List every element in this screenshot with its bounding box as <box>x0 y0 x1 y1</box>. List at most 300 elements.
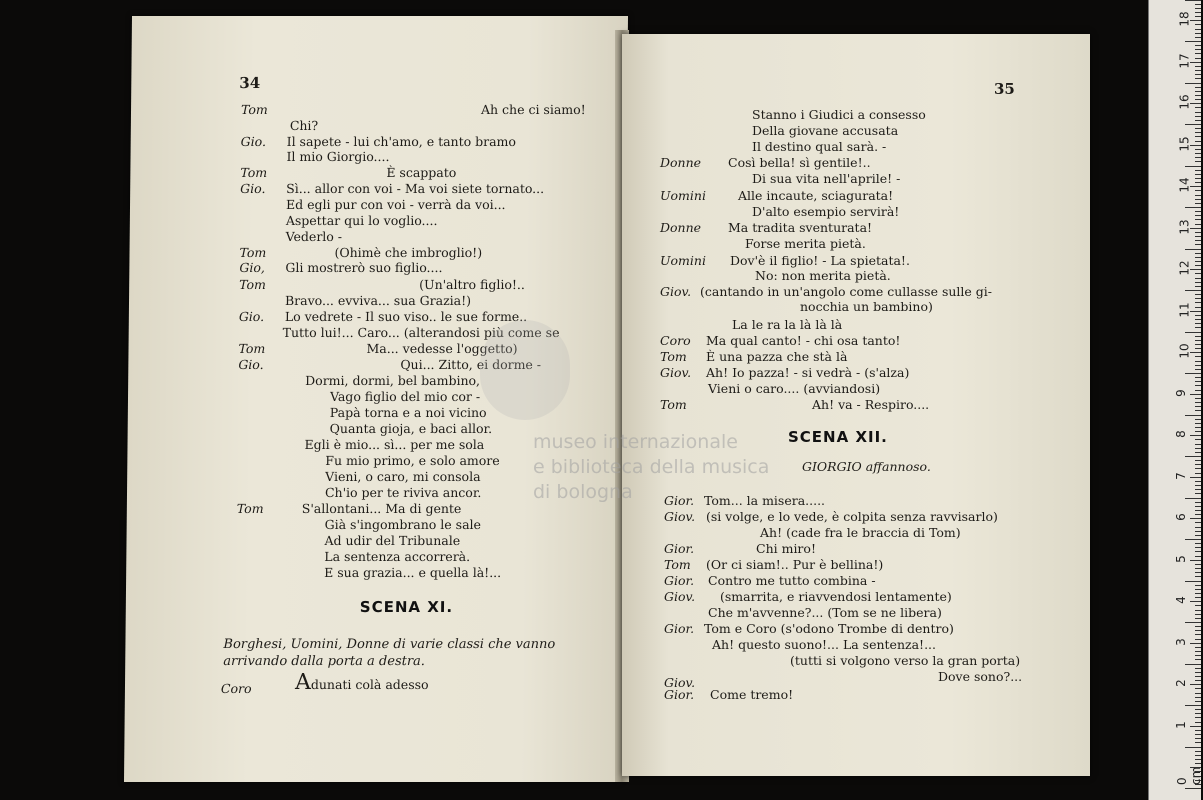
ruler-tick <box>1195 356 1201 357</box>
right-line-0: Stanno i Giudici a consesso <box>752 107 926 122</box>
ruler-tick <box>1195 224 1201 225</box>
ruler-tick <box>1195 672 1201 673</box>
right2-line-6: (smarrita, e riavvendosi lentamente) <box>720 589 952 604</box>
ruler-tick <box>1195 78 1201 79</box>
right-speaker-16: Giov. <box>660 365 692 380</box>
ruler-tick <box>1195 419 1201 420</box>
ruler-tick <box>1195 701 1201 702</box>
ruler-tick <box>1195 302 1201 303</box>
ruler-tick <box>1185 166 1201 167</box>
ruler-tick <box>1195 605 1201 606</box>
ruler-number: 14 <box>1177 177 1192 193</box>
ruler-tick <box>1195 190 1201 191</box>
ruler-number: 16 <box>1177 94 1192 110</box>
ruler-tick <box>1195 464 1201 465</box>
ruler-tick <box>1190 20 1201 21</box>
right2-line-7: Che m'avvenne?... (Tom se ne libera) <box>708 605 942 620</box>
ruler-tick <box>1195 697 1201 698</box>
ruler-tick <box>1195 120 1201 121</box>
ruler-tick <box>1195 236 1201 237</box>
ruler-number: 15 <box>1177 135 1192 152</box>
right2-speaker-0: Gior. <box>664 493 695 508</box>
ruler-tick <box>1195 244 1201 245</box>
scene-title-xi: SCENA XI. <box>359 598 454 616</box>
ruler-tick <box>1195 547 1201 548</box>
left-line-15: Ma... vedesse l'oggetto) <box>366 341 518 356</box>
left-line-25: S'allontani... Ma di gente <box>301 501 462 516</box>
ruler-tick <box>1195 713 1201 714</box>
page-number-right: 35 <box>994 80 1015 98</box>
ruler-tick <box>1195 402 1201 403</box>
ruler-tick <box>1195 286 1201 287</box>
ruler-tick <box>1195 58 1201 59</box>
right2-line-4: (Or ci siam!.. Pur è bellina!) <box>706 557 884 572</box>
ruler-tick <box>1195 410 1201 411</box>
ruler-tick <box>1195 493 1201 494</box>
right-line-2: Il destino qual sarà. - <box>752 139 887 154</box>
right-speaker-14: Coro <box>660 333 691 348</box>
right-line-6: D'alto esempio servirà! <box>752 204 900 219</box>
ruler-tick <box>1195 361 1201 362</box>
left-speaker-0: Tom <box>240 102 268 117</box>
ruler-tick <box>1185 498 1201 499</box>
right-page <box>622 34 1090 776</box>
right2-speaker-13: Gior. <box>664 687 695 702</box>
right-line-5: Alle incaute, sciagurata! <box>738 188 894 203</box>
ruler-number: 18 <box>1177 11 1192 27</box>
ruler-tick <box>1195 506 1201 507</box>
ruler-tick <box>1195 348 1201 349</box>
ruler-number: 3 <box>1173 637 1188 646</box>
ruler-tick <box>1195 556 1201 557</box>
ruler-tick <box>1195 510 1201 511</box>
left-line-27: Ad udir del Tribunale <box>324 533 461 548</box>
ruler-tick <box>1195 398 1201 399</box>
ruler-tick <box>1195 261 1201 262</box>
right2-line-5: Contro me tutto combina - <box>708 573 876 588</box>
right2-speaker-1: Giov. <box>664 509 696 524</box>
ruler-tick <box>1195 365 1201 366</box>
right2-speaker-8: Gior. <box>664 621 695 636</box>
right-line-17: Vieni o caro.... (avviandosi) <box>708 381 881 396</box>
left-line-7: Aspettar qui lo voglio.... <box>285 213 438 228</box>
ruler-tick <box>1190 186 1201 187</box>
ruler-tick <box>1195 128 1201 129</box>
right-speaker-7: Donne <box>660 220 702 235</box>
ruler-tick <box>1195 377 1201 378</box>
ruler-tick <box>1195 460 1201 461</box>
right-line-8: Forse merita pietà. <box>745 236 866 251</box>
ruler-tick <box>1195 87 1201 88</box>
ruler-tick <box>1195 294 1201 295</box>
ruler-tick <box>1190 477 1201 478</box>
ruler-tick <box>1190 394 1201 395</box>
ruler-tick <box>1195 74 1201 75</box>
ruler-number: 7 <box>1173 471 1188 480</box>
ruler-tick <box>1185 788 1201 789</box>
ruler-tick <box>1190 684 1201 685</box>
ruler-tick <box>1195 24 1201 25</box>
ruler-tick <box>1195 651 1201 652</box>
right-line-3: Così bella! sì gentile!.. <box>728 155 871 170</box>
ruler-tick <box>1195 323 1201 324</box>
ruler-tick <box>1195 572 1201 573</box>
right-line-15: È una pazza che stà là <box>706 349 848 364</box>
ruler-tick <box>1195 53 1201 54</box>
ruler-tick <box>1195 717 1201 718</box>
ruler-tick <box>1195 211 1201 212</box>
ruler-tick <box>1195 219 1201 220</box>
ruler-tick <box>1195 49 1201 50</box>
left-line-22: Fu mio primo, e solo amore <box>325 453 500 468</box>
left-speaker-25: Tom <box>236 501 264 516</box>
ruler-tick <box>1185 539 1201 540</box>
ruler-tick <box>1195 161 1201 162</box>
ruler-tick <box>1195 618 1201 619</box>
ruler-tick <box>1195 680 1201 681</box>
right2-line-8: Tom e Coro (s'odono Trombe di dentro) <box>704 621 954 636</box>
ruler-tick <box>1195 522 1201 523</box>
ruler-tick <box>1195 33 1201 34</box>
left-speaker-16: Gio. <box>238 357 264 372</box>
ruler-tick <box>1195 551 1201 552</box>
ruler-number: 5 <box>1173 554 1188 563</box>
ruler-tick <box>1195 688 1201 689</box>
left-line-13: Lo vedrete - Il suo viso.. le sue forme.. <box>284 309 528 324</box>
left-speaker-2: Gio. <box>240 134 267 149</box>
ruler-tick <box>1195 99 1201 100</box>
scene-title-xii: SCENA XII. <box>788 428 888 446</box>
ruler-tick <box>1195 174 1201 175</box>
left-line-21: Egli è mio... sì... per me sola <box>304 437 485 452</box>
left-line-20: Quanta gioja, e baci allor. <box>329 421 493 436</box>
ruler-tick <box>1195 568 1201 569</box>
ruler-tick <box>1195 132 1201 133</box>
ruler-tick <box>1195 634 1201 635</box>
ruler-tick <box>1195 215 1201 216</box>
ruler-tick <box>1195 95 1201 96</box>
ruler-tick <box>1190 103 1201 104</box>
measuring-ruler <box>1148 0 1201 800</box>
ruler-tick <box>1185 290 1201 291</box>
left-line-12: Bravo... evviva... sua Grazia!) <box>284 293 472 308</box>
ruler-tick <box>1195 149 1201 150</box>
left-line-23: Vieni, o caro, mi consola <box>325 469 481 484</box>
ruler-tick <box>1185 83 1201 84</box>
left-speaker-13: Gio. <box>238 309 265 324</box>
ruler-tick <box>1195 734 1201 735</box>
left-line-3: Il mio Giorgio.... <box>286 149 390 164</box>
ruler-tick <box>1195 468 1201 469</box>
ruler-tick <box>1195 385 1201 386</box>
right-speaker-5: Uomini <box>660 188 706 203</box>
ruler-tick <box>1195 182 1201 183</box>
ruler-number: 17 <box>1177 52 1192 69</box>
left-line-18: Vago figlio del mio cor - <box>329 389 481 404</box>
ruler-tick <box>1185 581 1201 582</box>
watermark-text <box>533 430 769 505</box>
right-speaker-15: Tom <box>660 349 687 364</box>
ruler-tick <box>1195 66 1201 67</box>
ruler-tick <box>1195 630 1201 631</box>
ruler-tick <box>1195 738 1201 739</box>
ruler-tick <box>1195 141 1201 142</box>
left-line-11: (Un'altro figlio!.. <box>419 277 525 292</box>
ruler-tick <box>1195 668 1201 669</box>
ruler-number: 1 <box>1173 720 1188 729</box>
ruler-tick <box>1195 564 1201 565</box>
ruler-tick <box>1195 639 1201 640</box>
ruler-tick <box>1195 107 1201 108</box>
ruler-tick <box>1195 452 1201 453</box>
ruler-tick <box>1195 730 1201 731</box>
ruler-tick <box>1195 473 1201 474</box>
right-line-1: Della giovane accusata <box>752 123 899 138</box>
right-speaker-18: Tom <box>660 397 687 412</box>
ruler-tick <box>1190 726 1201 727</box>
ruler-tick <box>1195 273 1201 274</box>
ruler-number: 8 <box>1173 430 1188 438</box>
left-line-9: (Ohimè che imbroglio!) <box>334 245 483 260</box>
watermark-logo <box>480 320 570 420</box>
ruler-tick <box>1195 319 1201 320</box>
ruler-tick <box>1195 535 1201 536</box>
ruler-number: 11 <box>1177 301 1192 318</box>
ruler-tick <box>1195 589 1201 590</box>
ruler-tick <box>1195 390 1201 391</box>
ruler-tick <box>1195 195 1201 196</box>
ruler-tick <box>1185 0 1201 1</box>
ruler-tick <box>1195 439 1201 440</box>
ruler-tick <box>1195 278 1201 279</box>
ruler-tick <box>1195 170 1201 171</box>
ruler-tick <box>1195 647 1201 648</box>
right-speaker-3: Donne <box>660 155 702 170</box>
right2-speaker-12: Giov. <box>664 675 696 690</box>
right-line-4: Di sua vita nell'aprile! - <box>752 171 901 186</box>
ruler-tick <box>1195 240 1201 241</box>
right-line-12: nocchia un bambino) <box>800 299 933 314</box>
right2-line-3: Chi miro! <box>756 541 816 556</box>
ruler-tick <box>1195 153 1201 154</box>
ruler-tick <box>1195 576 1201 577</box>
ruler-tick <box>1195 597 1201 598</box>
ruler-tick <box>1195 655 1201 656</box>
left-speaker-5: Gio. <box>240 181 266 196</box>
ruler-tick <box>1195 585 1201 586</box>
ruler-tick <box>1195 527 1201 528</box>
ruler-tick <box>1195 423 1201 424</box>
ruler-tick <box>1185 415 1201 416</box>
right-line-7: Ma tradita sventurata! <box>728 220 873 235</box>
stage-direction-1: Borghesi, Uomini, Donne di varie classi che vanno <box>223 637 556 652</box>
left-line-26: Già s'ingombrano le sale <box>324 517 482 532</box>
ruler-tick <box>1190 311 1201 312</box>
left-line-0: Ah che ci siamo! <box>480 102 586 117</box>
ruler-number: 10 <box>1177 343 1192 359</box>
ruler-number: 6 <box>1173 513 1188 521</box>
ruler-tick <box>1195 327 1201 328</box>
drop-cap: A <box>294 670 312 695</box>
ruler-tick <box>1195 489 1201 490</box>
ruler-tick <box>1195 759 1201 760</box>
watermark-line-2: e biblioteca della musica <box>533 456 770 478</box>
left-speaker-11: Tom <box>239 277 267 292</box>
left-line-10: Gli mostrerò suo figlio.... <box>285 260 443 275</box>
ruler-tick <box>1190 435 1201 436</box>
right2-line-11: Dove sono?... <box>938 669 1023 684</box>
left-line-17: Dormi, dormi, bel bambino, <box>305 373 481 388</box>
right-speaker-9: Uomini <box>660 253 706 268</box>
right-line-10: No: non merita pietà. <box>755 268 891 283</box>
ruler-tick <box>1195 136 1201 137</box>
right-line-16: Ah! Io pazza! - si vedrà - (s'alza) <box>706 365 910 380</box>
ruler-tick <box>1185 124 1201 125</box>
right2-line-0: Tom... la misera..... <box>704 493 826 508</box>
watermark-line-1: museo internazionale <box>533 431 738 453</box>
ruler-tick <box>1195 112 1201 113</box>
right2-line-13: Come tremo! <box>710 687 794 702</box>
ruler-number: 12 <box>1177 260 1192 276</box>
ruler-tick <box>1190 228 1201 229</box>
ruler-tick <box>1185 456 1201 457</box>
ruler-tick <box>1195 265 1201 266</box>
ruler-tick <box>1195 381 1201 382</box>
ruler-tick <box>1190 62 1201 63</box>
left-line-2: Il sapete - lui ch'amo, e tanto bramo <box>286 134 517 149</box>
ruler-tick <box>1195 315 1201 316</box>
ruler-tick <box>1195 232 1201 233</box>
right2-speaker-5: Gior. <box>664 573 695 588</box>
ruler-tick <box>1185 249 1201 250</box>
ruler-tick <box>1195 257 1201 258</box>
ruler-tick <box>1195 448 1201 449</box>
ruler-tick <box>1190 643 1201 644</box>
left-line-14: Tutto lui!... Caro... (alterandosi più come se <box>282 325 560 340</box>
ruler-tick <box>1195 91 1201 92</box>
ruler-tick <box>1195 693 1201 694</box>
left-line-19: Papà torna e a noi vicino <box>329 405 487 420</box>
ruler-tick <box>1195 369 1201 370</box>
ruler-tick <box>1195 344 1201 345</box>
ruler-tick <box>1195 514 1201 515</box>
left-line-24: Ch'io per te riviva ancor. <box>324 485 482 500</box>
left-line-8: Vederlo - <box>285 229 343 244</box>
speaker-coro: Coro <box>220 681 252 696</box>
right2-line-1: (si volge, e lo vede, è colpita senza ravvisarlo) <box>706 509 998 524</box>
ruler-tick <box>1195 45 1201 46</box>
ruler-tick <box>1195 406 1201 407</box>
ruler-tick <box>1190 560 1201 561</box>
right-line-11: (cantando in un'angolo come cullasse sulle gi- <box>700 284 992 299</box>
ruler-tick <box>1195 29 1201 30</box>
ruler-tick <box>1195 659 1201 660</box>
page-number-left: 34 <box>239 74 261 92</box>
ruler-tick <box>1190 601 1201 602</box>
ruler-tick <box>1195 4 1201 5</box>
ruler-tick <box>1190 145 1201 146</box>
right2-speaker-6: Giov. <box>664 589 696 604</box>
ruler-tick <box>1195 37 1201 38</box>
ruler-tick <box>1185 207 1201 208</box>
left-speaker-4: Tom <box>240 165 268 180</box>
ruler-tick <box>1190 518 1201 519</box>
right2-line-9: Ah! questo suono!... La sentenza!... <box>712 637 936 652</box>
ruler-tick <box>1195 298 1201 299</box>
ruler-tick <box>1195 431 1201 432</box>
ruler-tick <box>1195 593 1201 594</box>
ruler-tick <box>1195 282 1201 283</box>
ruler-tick <box>1195 70 1201 71</box>
ruler-tick <box>1195 742 1201 743</box>
ruler-tick <box>1195 722 1201 723</box>
ruler-tick <box>1185 373 1201 374</box>
left-speaker-9: Tom <box>239 245 267 260</box>
ruler-tick <box>1195 307 1201 308</box>
ruler-number: 2 <box>1173 679 1188 687</box>
ruler-tick <box>1185 705 1201 706</box>
ruler-tick <box>1185 41 1201 42</box>
ruler-number: 9 <box>1173 388 1188 397</box>
ruler-tick <box>1195 755 1201 756</box>
watermark-line-3: di bologna <box>533 481 633 503</box>
left-line-5: Sì... allor con voi - Ma voi siete tornato... <box>286 181 545 196</box>
ruler-tick <box>1195 203 1201 204</box>
ruler-tick <box>1195 340 1201 341</box>
right-line-13: La le ra la là là là <box>732 317 843 332</box>
right-line-9: Dov'è il figlio! - La spietata!. <box>730 253 910 268</box>
last-line-text: dunati colà adesso <box>310 677 429 692</box>
stage-direction-giorgio: GIORGIO affannoso. <box>802 459 931 474</box>
ruler-tick <box>1195 199 1201 200</box>
ruler-tick <box>1195 8 1201 9</box>
left-line-1: Chi? <box>289 118 319 133</box>
ruler-tick <box>1195 178 1201 179</box>
left-speaker-10: Gio, <box>239 260 265 275</box>
left-line-6: Ed egli pur con voi - verrà da voi... <box>285 197 506 212</box>
ruler-tick <box>1195 709 1201 710</box>
right2-speaker-4: Tom <box>664 557 691 572</box>
ruler-tick <box>1195 626 1201 627</box>
ruler-tick <box>1195 12 1201 13</box>
ruler-tick <box>1195 16 1201 17</box>
right-speaker-11: Giov. <box>660 284 692 299</box>
ruler-tick <box>1195 253 1201 254</box>
ruler-tick <box>1195 116 1201 117</box>
right2-line-10: (tutti si volgono verso la gran porta) <box>790 653 1021 668</box>
ruler-tick <box>1185 664 1201 665</box>
stage-direction-2: arrivando dalla porta a destra. <box>223 654 426 669</box>
ruler-tick <box>1195 481 1201 482</box>
left-line-29: E sua grazia... e quella là!... <box>324 565 502 580</box>
ruler-tick <box>1195 676 1201 677</box>
ruler-tick <box>1195 336 1201 337</box>
ruler-tick <box>1195 610 1201 611</box>
ruler-tick <box>1190 352 1201 353</box>
right2-speaker-3: Gior. <box>664 541 695 556</box>
ruler-tick <box>1195 614 1201 615</box>
ruler-tick <box>1185 622 1201 623</box>
ruler-tick <box>1195 485 1201 486</box>
ruler-tick <box>1185 332 1201 333</box>
left-line-16: Qui... Zitto, ei dorme - <box>400 357 542 372</box>
ruler-tick <box>1195 531 1201 532</box>
ruler-tick <box>1195 751 1201 752</box>
ruler-tick <box>1185 747 1201 748</box>
left-line-4: È scappato <box>386 165 457 180</box>
right-line-18: Ah! va - Respiro.... <box>812 397 930 412</box>
left-speaker-15: Tom <box>238 341 266 356</box>
